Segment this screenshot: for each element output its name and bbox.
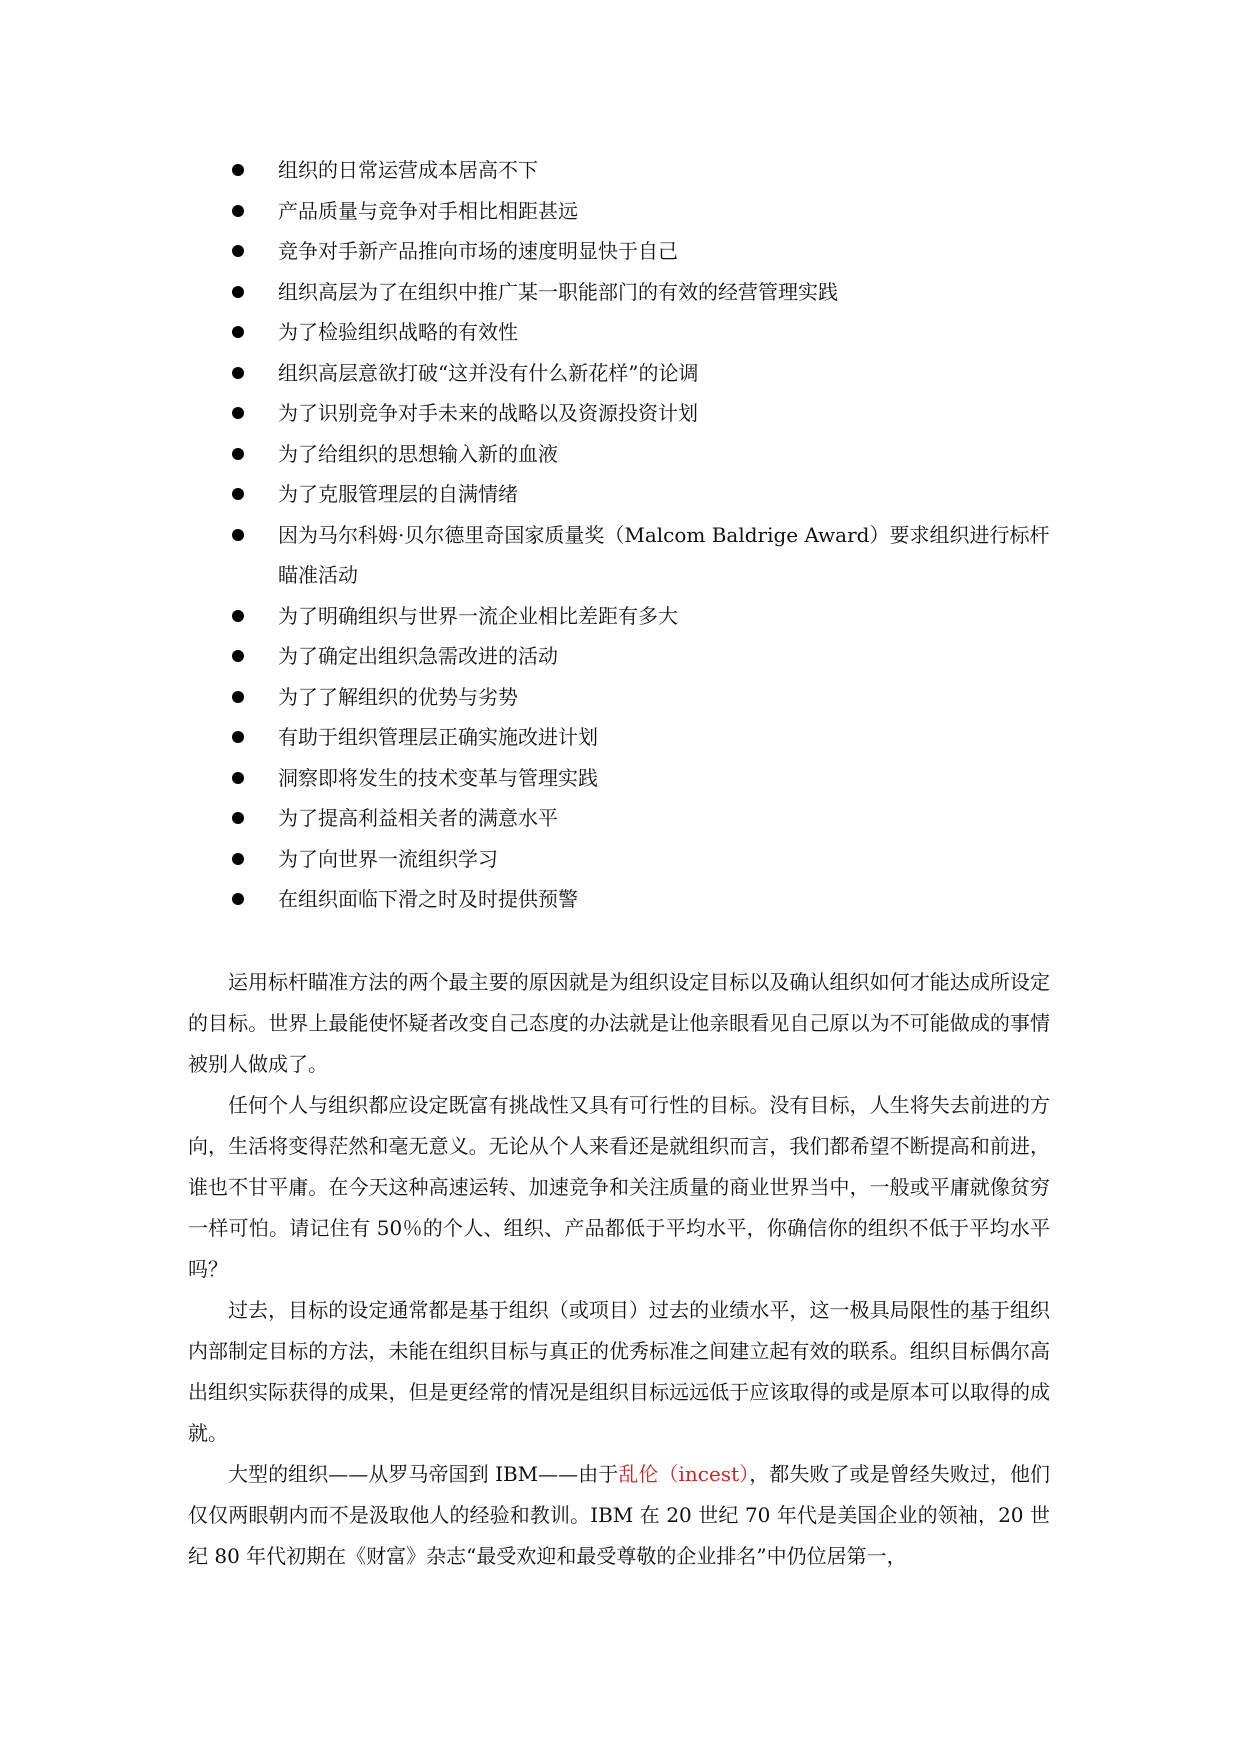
list-item [232, 879, 1052, 920]
list-item-text: 为了明确组织与世界一流企业相比差距有多大 [278, 603, 678, 628]
list-item [232, 393, 1052, 434]
paragraph-3: 过去，目标的设定通常都是基于组织（或项目）过去的业绩水平，这一极具局限性的基于组织内部制定目标的方法，未能在组织目标与真正的优秀标准之间建立起有效的联系。组织目标偶尔高出组织实际获得的成果，但是更经常的情况是组织目标远远低于应该取得的或是原本可以取得的成就。 [188, 1298, 1050, 1445]
list-item-text: 为了提高利益相关者的满意水平 [278, 806, 558, 830]
bullet-dot-icon [232, 205, 244, 217]
list-item [232, 312, 1052, 353]
list-item [232, 798, 1052, 839]
list-item [232, 515, 1052, 596]
bullet-dot-icon [232, 650, 244, 662]
list-item [232, 353, 1052, 394]
list-item-text: 为了检验组织战略的有效性 [278, 320, 518, 344]
list-item [232, 191, 1052, 232]
list-item [232, 231, 1052, 272]
list-item-text: 有助于组织管理层正确实施改进计划 [278, 725, 598, 749]
list-item-text: 为了了解组织的优势与劣势 [278, 684, 518, 709]
list-item-text: 为了给组织的思想输入新的血液 [278, 441, 558, 466]
list-item-text: 为了向世界一流组织学习 [278, 846, 498, 871]
list-item [232, 717, 1052, 758]
list-item-text: 组织高层意欲打破“这并没有什么新花样”的论调 [278, 360, 699, 385]
list-item-text: 为了识别竞争对手未来的战略以及资源投资计划 [278, 401, 698, 425]
list-item-text: 为了确定出组织急需改进的活动 [278, 644, 558, 668]
paragraph-4 [188, 1454, 1050, 1577]
reasons-bullet-list [232, 150, 1052, 920]
highlighted-term: 乱伦（incest） [618, 1462, 750, 1486]
bullet-dot-icon [232, 407, 244, 419]
list-item [232, 272, 1052, 313]
list-item-text: 组织高层为了在组织中推广某一职能部门的有效的经营管理实践 [278, 279, 838, 304]
paragraph-4-start: 大型的组织——从罗马帝国到 IBM——由于 [228, 1462, 619, 1486]
paragraph-2: 任何个人与组织都应设定既富有挑战性又具有可行性的目标。没有目标，人生将失去前进的方向，生活将变得茫然和毫无意义。无论从个人来看还是就组织而言，我们都希望不断提高和前进，谁也不甘平庸。在今天这种高速运转、加速竞争和关注质量的商业世界当中，一般或平庸就像贫穷一样可怕。请记住有 50％的个人、组织、产品都低于平均水平，你确信你的组织不低于平均水平吗？ [188, 1093, 1050, 1281]
paragraph-4-end: ，都失败了或是曾经失败过，他们仅仅两眼朝内而不是汲取他人的经验和教训。IBM 在 20 世纪 70 年代是美国企业的领袖，20 世纪 80 年代初期在《财富》杂志“最受欢迎和最受尊敬的企业排名”中仍位居第一， [188, 1462, 1051, 1568]
bullet-dot-icon [232, 610, 244, 622]
bullet-dot-icon [232, 326, 244, 338]
list-item [232, 839, 1052, 880]
bullet-dot-icon [232, 286, 244, 298]
list-item [232, 434, 1052, 475]
list-item-text: 组织的日常运营成本居高不下 [278, 158, 538, 182]
bullet-dot-icon [232, 893, 244, 905]
bullet-dot-icon [232, 691, 244, 703]
bullet-dot-icon [232, 812, 244, 824]
bullet-dot-icon [232, 772, 244, 784]
bullet-dot-icon [232, 245, 244, 257]
bullet-dot-icon [232, 853, 244, 865]
bullet-dot-icon [232, 448, 244, 460]
bullet-dot-icon [232, 367, 244, 379]
list-item [232, 677, 1052, 718]
list-item-text: 产品质量与竞争对手相比相距甚远 [278, 198, 578, 223]
bullet-dot-icon [232, 731, 244, 743]
list-item [232, 474, 1052, 515]
body-text [188, 962, 1050, 1577]
bullet-dot-icon [232, 164, 244, 176]
bullet-dot-icon [232, 529, 244, 541]
list-item [232, 758, 1052, 799]
list-item [232, 596, 1052, 637]
list-item-text: 在组织面临下滑之时及时提供预警 [278, 887, 578, 911]
bullet-dot-icon [232, 488, 244, 500]
list-item-text: 因为马尔科姆·贝尔德里奇国家质量奖（Malcom Baldrige Award）要求组织进行标杆瞄准活动 [278, 522, 1050, 587]
list-item-text: 竞争对手新产品推向市场的速度明显快于自己 [278, 239, 678, 263]
list-item [232, 636, 1052, 677]
list-item-text: 为了克服管理层的自满情绪 [278, 482, 518, 506]
list-item [232, 150, 1052, 191]
list-item-text: 洞察即将发生的技术变革与管理实践 [278, 765, 598, 790]
paragraph-1: 运用标杆瞄准方法的两个最主要的原因就是为组织设定目标以及确认组织如何才能达成所设定的目标。世界上最能使怀疑者改变自己态度的办法就是让他亲眼看见自己原以为不可能做成的事情被别人做成了。 [188, 970, 1050, 1076]
